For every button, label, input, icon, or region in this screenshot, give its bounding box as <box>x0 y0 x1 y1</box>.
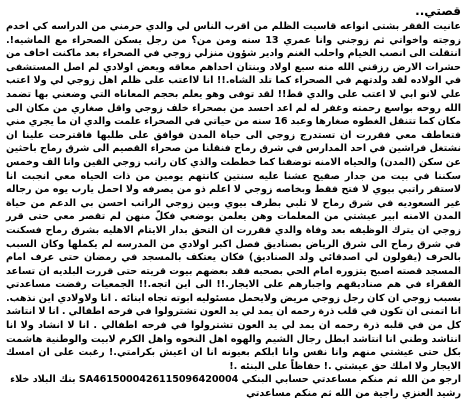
donation-appeal: ارجو من الله ثم منكم مساعدتي حسابي البنكي SA4615000426115096420004 بنك البلاد خلاء رشيد العنزي راجية من الله ثم منكم مساعدتي <box>10 374 461 400</box>
story-text: عانيت الفقر بشتى انواعه قاسيت الظلم من اقرب الناس لي والدي حرمني من الدراسه كي اخدم زوجته واخواتي ثم زوجني وانا عمري 13 سنه ومن من؟ من رجل يسكن الصحراء مع الماشيه!. انتقلت الى انصب الخيام واحلب الغنم وادير شؤون منزلي زوجي في الصحراء بعد ماكنت اخاف من حشرات الارض رزقني الله منه سبع اولاد وبنتان احداهم معاقه ويعض اولادي لم اصل المستشفى في الولاده لقد ولدتهم في الصحراء كما تلد الشاه.!! انا لااعتب على ظلم اهل زوجي لي ولا اعتب علي لانو ابي لا اعتب على والدي قط!! لقد توفى وهو يعلم بحجم المعاناه التي وضعني بها تضمد الله روحه بواسع رحمته وغفر له لم اعد احسد من بصحراء خلف زوجي واقل صغاري من مكان الى مكان كما تتنقل الغطوه صغارها وعبد 16 سنه من حياتي في الصحراء علمت والدي ان ما يجري مني فتعاطف معي فقررت ان تستدرج زوجي الى حياة المدن فوافق على طلبها فاقترحت علينا ان نشتغل فراشين في احد المدارس في شرق رماح فنقلنا من صحراء القصيم الى شرق رماح باحثين عن سكن (المدن) والحياه الامنه توضفنا كما خططت والذي كان راتب زوجي القين وانا الف وخمس سكننا في بيت من جدار صفيح عشنا عليه سنتين كانتهم يومين من ذات الحياه معي انجبت انا لاستقر راتبي بيوي لا فتح فقط وبخاصه زوجي لا اعلم ذو من يصرفه ولا احمل يارب يوه من رجاله غير السعوديه في شرق رماح لا تلبي بطرف بيوي وبين زوجي الراتب احسن بي الدعم من حياة المدن الامنه ابير عيشتي من المعلمات وهن يعلمن بوضعي فكلّ منهن لم تقصر معي حتى قرر زوجي ان يترك الوظيفه بعد وفاة والدي فقررت ان التحق بدار الايتام الاهليه بشرق رماح فسكنت في شرق رماح الى شرق الرياض بصناديق فصل اكبر اولادي من المدرسه لم يكملها وكان السبب بالحرف (يقولون لي اصدقائي ولد الصناديق) فكان يعتكف بالمسجد في رمضان حتى عرف امام المسجد قصته اصبح يتزوره امام الحي بصحبه فقد بعضهم بيوت قريته حتى قررت البلديه ان تساعد الفقراء في هم صناديقهم واجبارهم على الايجار.!! الى اين اتجه.!! الجمعيات رفضت مساعدتي بسبب زوجي ان كان رجل زوجي مريض ولايحمل مسئوليه ابوته تجاه ابنائه . انا ولاولادي اين نذهب. انا اتمنى ان تكون في قلب ذرة رحمه ان يمد لي يد العون تشترولوا في فرحه اطفالي . انا لا انتاشد كل من في قلبه ذرة رحمه ان يمد لي يد العون تشترولوا في فرحه اطفالي . انا لا انشاد ولا انا انتاشد وطني انا انتاشد ابطل رجال الشيم والهوه اهل النخوه واهل الكرم لابيت والوطنية هاشمت بكل حتى عيشتي منهم وانا نفس وانا ابلكم بعيونه انا ان اعيش بكرامتي.! رغبت على ان امسك الايجار ولا املك حق عيشتي .! حفاظاً على البنئه .! <box>6 21 462 372</box>
document-title: قصتي.. <box>415 4 461 18</box>
